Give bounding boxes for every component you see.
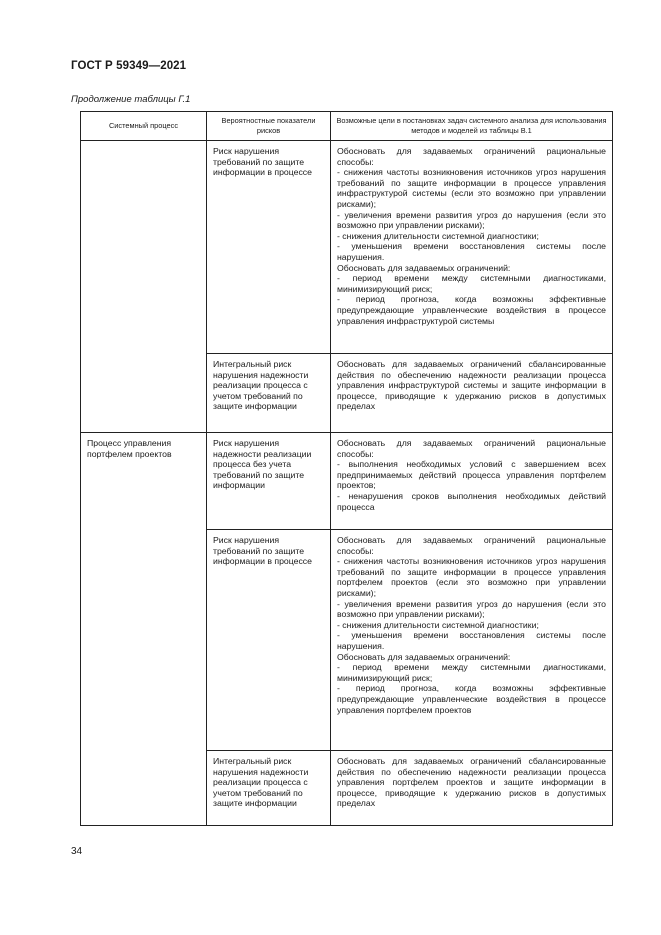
process-cell: Процесс управления портфелем проектов	[81, 433, 207, 826]
goal-line: - период времени между системными диагностиками, минимизирующий риск;	[337, 273, 606, 294]
goals-cell	[331, 354, 613, 433]
goal-line: Обосновать для задаваемых ограничений сбалансированные действия по обеспечению надежности реализации процесса управления портфелем проектов и защите информации в процессе, приводящие к удержанию рисков в допустимых пределах	[337, 756, 606, 809]
goal-line: - период прогноза, когда возможны эффективные предупреждающие управленческие воздействия в процессе управления портфелем проектов	[337, 683, 606, 715]
goal-line: Обосновать для задаваемых ограничений рациональные способы:	[337, 535, 606, 556]
risk-cell: Интегральный риск нарушения надежности реализации процесса с учетом требований по защите информации	[207, 751, 331, 826]
goals-cell	[331, 530, 613, 751]
goal-line: - снижения частоты возникновения источников угроз нарушения требований по защите информации в процессе управления портфелем проектов (если это возможно при управлении рисками);	[337, 556, 606, 598]
goal-line: - период прогноза, когда возможны эффективные предупреждающие управленческие воздействия в процессе управления инфраструктурой системы	[337, 294, 606, 326]
document-code: ГОСТ Р 59349—2021	[71, 60, 187, 72]
goals-cell	[331, 751, 613, 826]
goal-line: - снижения частоты возникновения источников угроз нарушения требований по защите информации в процессе управления инфраструктурой системы (если это возможно при управлении рисками);	[337, 167, 606, 209]
goal-line: Обосновать для задаваемых ограничений:	[337, 262, 511, 273]
risk-cell: Риск нарушения требований по защите информации в процессе	[207, 530, 331, 751]
process-cell	[81, 141, 207, 433]
goal-line: - снижения длительности системной диагностики;	[337, 230, 539, 241]
goals-cell	[331, 141, 613, 354]
column-header-process: Системный процесс	[81, 112, 207, 141]
goal-line: Обосновать для задаваемых ограничений рациональные способы:	[337, 146, 606, 167]
risk-goals-table	[80, 111, 613, 826]
table-row	[81, 141, 613, 354]
goal-line: - уменьшения времени восстановления системы после нарушения.	[337, 241, 606, 262]
goals-cell	[331, 433, 613, 530]
risk-cell: Риск нарушения требований по защите информации в процессе	[207, 141, 331, 354]
page-number: 34	[71, 846, 83, 857]
goal-line: Обосновать для задаваемых ограничений:	[337, 651, 511, 662]
table-header-row	[81, 112, 613, 141]
column-header-risk-indicators: Вероятностные показатели рисков	[207, 112, 331, 141]
goal-line: - снижения длительности системной диагностики;	[337, 619, 539, 630]
risk-cell: Интегральный риск нарушения надежности реализации процесса с учетом требований по защите информации	[207, 354, 331, 433]
goal-line: - увеличения времени развития угроз до нарушения (если это возможно при управлении рисками);	[337, 209, 606, 231]
table-row	[81, 433, 613, 530]
table-caption: Продолжение таблицы Г.1	[71, 94, 191, 105]
risk-cell: Риск нарушения надежности реализации процесса без учета требований по защите информации	[207, 433, 331, 530]
goal-line: - период времени между системными диагностиками, минимизирующий риск;	[337, 662, 606, 683]
goal-line: Обосновать для задаваемых ограничений рациональные способы:	[337, 438, 606, 459]
goal-line: - выполнения необходимых условий с завершением всех предпринимаемых действий процесса управления портфелем проектов;	[337, 459, 606, 491]
goal-line: - уменьшения времени восстановления системы после нарушения.	[337, 630, 606, 651]
goal-line: Обосновать для задаваемых ограничений сбалансированные действия по обеспечению надежности реализации процесса управления инфраструктурой системы и защите информации в процессе, приводящие к удержанию рисков в допустимых пределах	[337, 359, 606, 412]
column-header-goals: Возможные цели в постановках задач системного анализа для использования методов и моделей из таблицы В.1	[331, 112, 613, 141]
goal-line: - увеличения времени развития угроз до нарушения (если это возможно при управлении рисками);	[337, 598, 606, 620]
goal-line: - ненарушения сроков выполнения необходимых действий процесса	[337, 490, 606, 512]
